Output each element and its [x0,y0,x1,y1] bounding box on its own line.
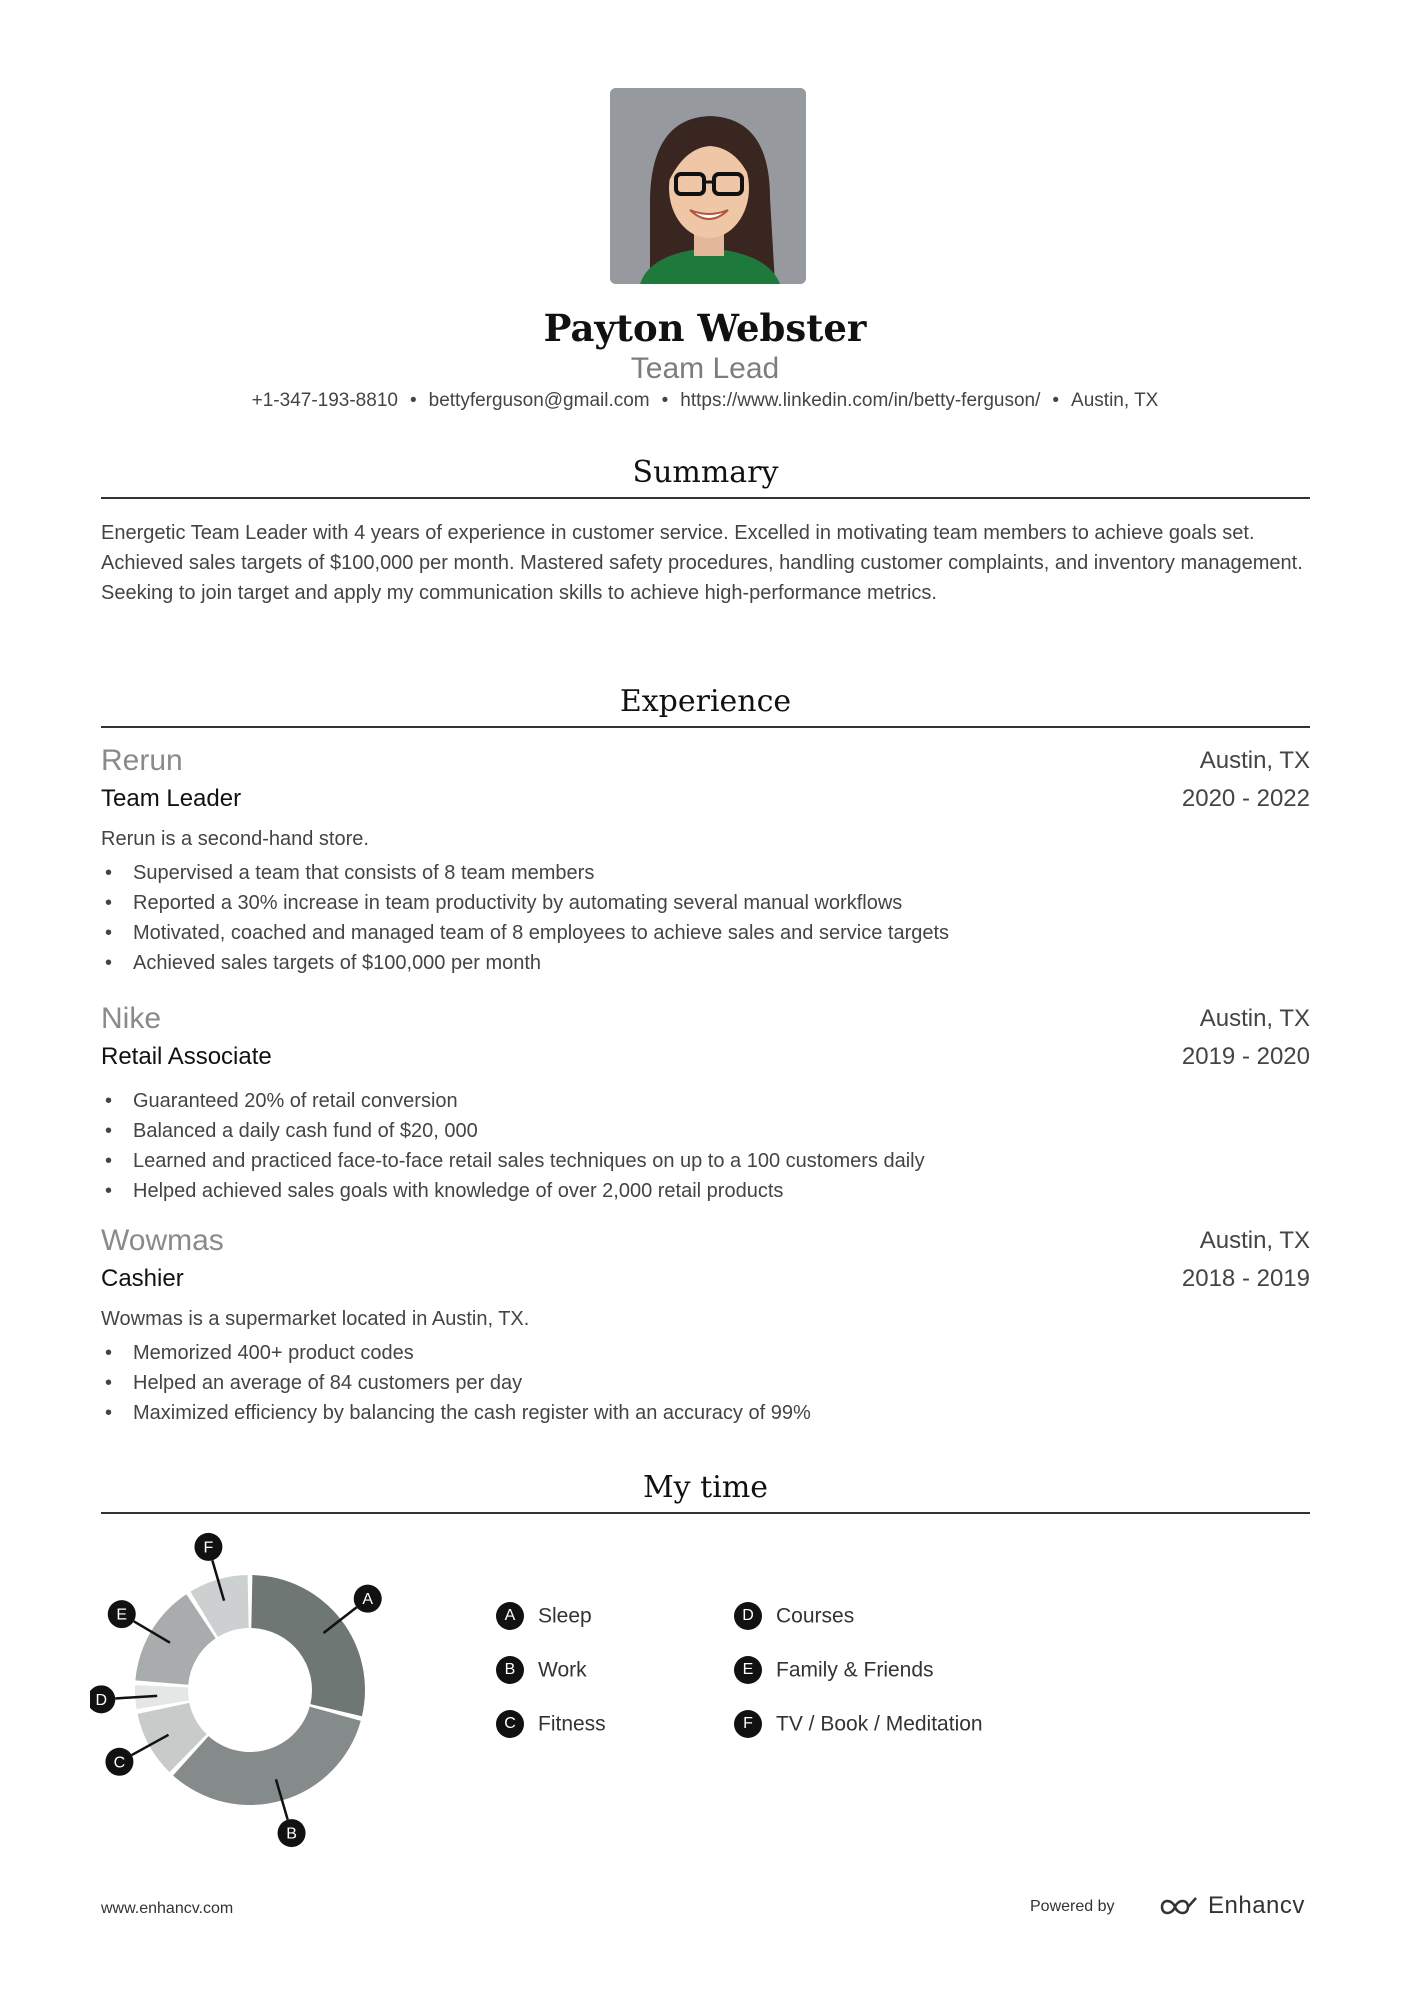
powered-by-label: Powered by [1030,1898,1115,1915]
my-time-heading: My time [101,1470,1310,1514]
job-bullet: • Learned and practiced face-to-face retail sales techniques on up to a 100 customers daily [101,1146,1310,1176]
legend-badge: A [496,1602,524,1630]
legend-item-courses [734,1601,854,1631]
donut-badge-label: A [362,1591,374,1609]
legend-item-fitness [496,1709,606,1739]
job-dates: 2018 - 2019 [1181,1265,1310,1292]
job-entry [101,1222,1310,1428]
donut-badge-label: D [95,1691,108,1709]
legend-label: Work [538,1658,587,1682]
donut-badge-label: E [116,1606,128,1624]
job-bullet: • Guaranteed 20% of retail conversion [101,1086,1310,1116]
profile-photo [610,88,806,284]
job-company: Rerun [101,744,183,777]
job-bullet: • Achieved sales targets of $100,000 per month [101,948,1310,978]
contact-line [0,390,1410,412]
legend-label: TV / Book / Meditation [776,1712,983,1736]
donut-badge-label: F [203,1539,214,1557]
job-title: Team Leader [101,785,242,812]
contact-email[interactable]: bettyferguson@gmail.com [428,390,650,411]
job-description: Rerun is a second-hand store. [101,828,369,850]
summary-text: Energetic Team Leader with 4 years of experience in customer service. Excelled in motivating team members to achieve goals set. Achieved sales targets of $100,000 per month. Mastered safety procedures, handling customer complaints, and inventory management. Seeking to join target and apply my communication skills to achieve high-performance metrics. [101,522,1303,604]
job-bullets [101,858,1310,978]
job-dates: 2020 - 2022 [1181,785,1310,812]
job-company: Wowmas [101,1224,224,1257]
job-description: Wowmas is a supermarket located in Austin, TX. [101,1308,530,1330]
legend-badge: E [734,1656,762,1684]
job-bullet: • Supervised a team that consists of 8 team members [101,858,1310,888]
legend-badge: B [496,1656,524,1684]
footer-website-link[interactable]: www.enhancv.com [101,1900,234,1917]
legend-item-sleep [496,1601,592,1631]
legend-badge: D [734,1602,762,1630]
job-title: Retail Associate [101,1043,272,1070]
job-entry [101,1000,1310,1206]
donut-badge-label: C [113,1754,126,1772]
job-bullet: • Memorized 400+ product codes [101,1338,1310,1368]
contact-location: Austin, TX [1071,390,1159,411]
job-bullet: • Helped achieved sales goals with knowledge of over 2,000 retail products [101,1176,1310,1206]
legend-item-work [496,1655,587,1685]
job-bullet: • Motivated, coached and managed team of 8 employees to achieve sales and service targets [101,918,1310,948]
legend-item-tv-book-meditation [734,1709,983,1739]
legend-label: Courses [776,1604,855,1628]
contact-linkedin[interactable]: https://www.linkedin.com/in/betty-ferguson/ [680,390,1041,411]
legend-label: Sleep [538,1604,592,1628]
job-title: Cashier [101,1265,184,1292]
job-bullet: • Balanced a daily cash fund of $20, 000 [101,1116,1310,1146]
job-location: Austin, TX [1199,1227,1310,1254]
experience-heading: Experience [101,684,1310,728]
job-bullet: • Reported a 30% increase in team productivity by automating several manual workflows [101,888,1310,918]
job-bullet: • Maximized efficiency by balancing the cash register with an accuracy of 99% [101,1398,1310,1428]
job-company: Nike [101,1002,162,1035]
legend-item-family-friends [734,1655,934,1685]
job-dates: 2019 - 2020 [1181,1043,1310,1070]
job-bullets [101,1338,1310,1428]
job-bullet: • Helped an average of 84 customers per day [101,1368,1310,1398]
donut-slice-a [251,1575,365,1716]
brand-name: Enhancv [1208,1892,1305,1919]
enhancv-logo[interactable] [1150,1886,1310,1926]
profile-photo-image [610,88,806,284]
contact-phone: +1-347-193-8810 [251,390,398,411]
job-location: Austin, TX [1199,747,1310,774]
legend-badge: C [496,1710,524,1738]
candidate-name: Payton Webster [543,306,867,350]
job-bullets [101,1086,1310,1206]
job-location: Austin, TX [1199,1005,1310,1032]
separator-dot: • [409,390,417,411]
infinity-logo-icon [1150,1892,1200,1922]
legend-badge: F [734,1710,762,1738]
time-donut-chart [90,1530,410,1850]
job-entry [101,742,1310,978]
legend-label: Fitness [538,1712,606,1736]
legend-label: Family & Friends [776,1658,934,1682]
donut-badge-label: B [286,1825,297,1843]
donut-slice-b [173,1707,361,1805]
summary-heading: Summary [101,455,1310,499]
separator-dot: • [1052,390,1060,411]
separator-dot: • [661,390,669,411]
candidate-role: Team Lead [630,352,780,385]
